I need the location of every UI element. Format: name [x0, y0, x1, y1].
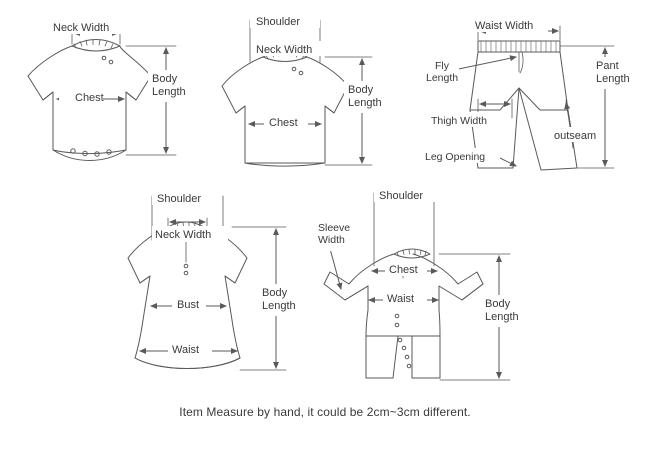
label-thigh-width: Thigh Width [431, 115, 488, 127]
label-neck-width-bodysuit: Neck Width [53, 22, 110, 34]
label-shoulder-dress: Shoulder [157, 193, 202, 205]
label-chest-bodysuit: Chest [75, 92, 104, 104]
label-body-length-bodysuit-line1: Body [152, 73, 178, 85]
label-body-length-dress-line1: Body [262, 287, 288, 299]
label-body-length-dress-line2: Length [262, 300, 296, 312]
label-chest-romper: Chest [389, 264, 418, 276]
label-sleeve-width-line1: Sleeve [318, 222, 351, 234]
label-fly-length-line1: Fly [435, 60, 449, 72]
label-neck-width-top: Neck Width [256, 44, 313, 56]
label-chest-top: Chest [269, 117, 298, 129]
label-pant-length-line2: Length [596, 73, 630, 85]
label-sleeve-width-line2: Width [318, 234, 345, 246]
label-body-length-bodysuit-line2: Length [152, 86, 186, 98]
label-waist-width-pants: Waist Width [475, 20, 534, 32]
label-outseam: outseam [554, 130, 597, 142]
label-shoulder-romper: Shoulder [379, 190, 424, 202]
label-waist-romper: Waist [387, 293, 415, 305]
label-body-length-romper-line1: Body [485, 298, 511, 310]
label-body-length-top-line1: Body [348, 84, 374, 96]
label-leg-opening: Leg Opening [425, 151, 486, 163]
label-waist-dress: Waist [172, 344, 200, 356]
label-neck-width-dress: Neck Width [155, 229, 212, 241]
label-body-length-romper-line2: Length [485, 311, 519, 323]
label-body-length-top-line2: Length [348, 97, 382, 109]
label-fly-length-line2: Length [426, 72, 459, 84]
label-bust-dress: Bust [177, 299, 200, 311]
label-shoulder-top: Shoulder [256, 16, 301, 28]
label-pant-length-line1: Pant [596, 60, 619, 72]
measure-note: Item Measure by hand, it could be 2cm~3cm different. [179, 405, 471, 419]
